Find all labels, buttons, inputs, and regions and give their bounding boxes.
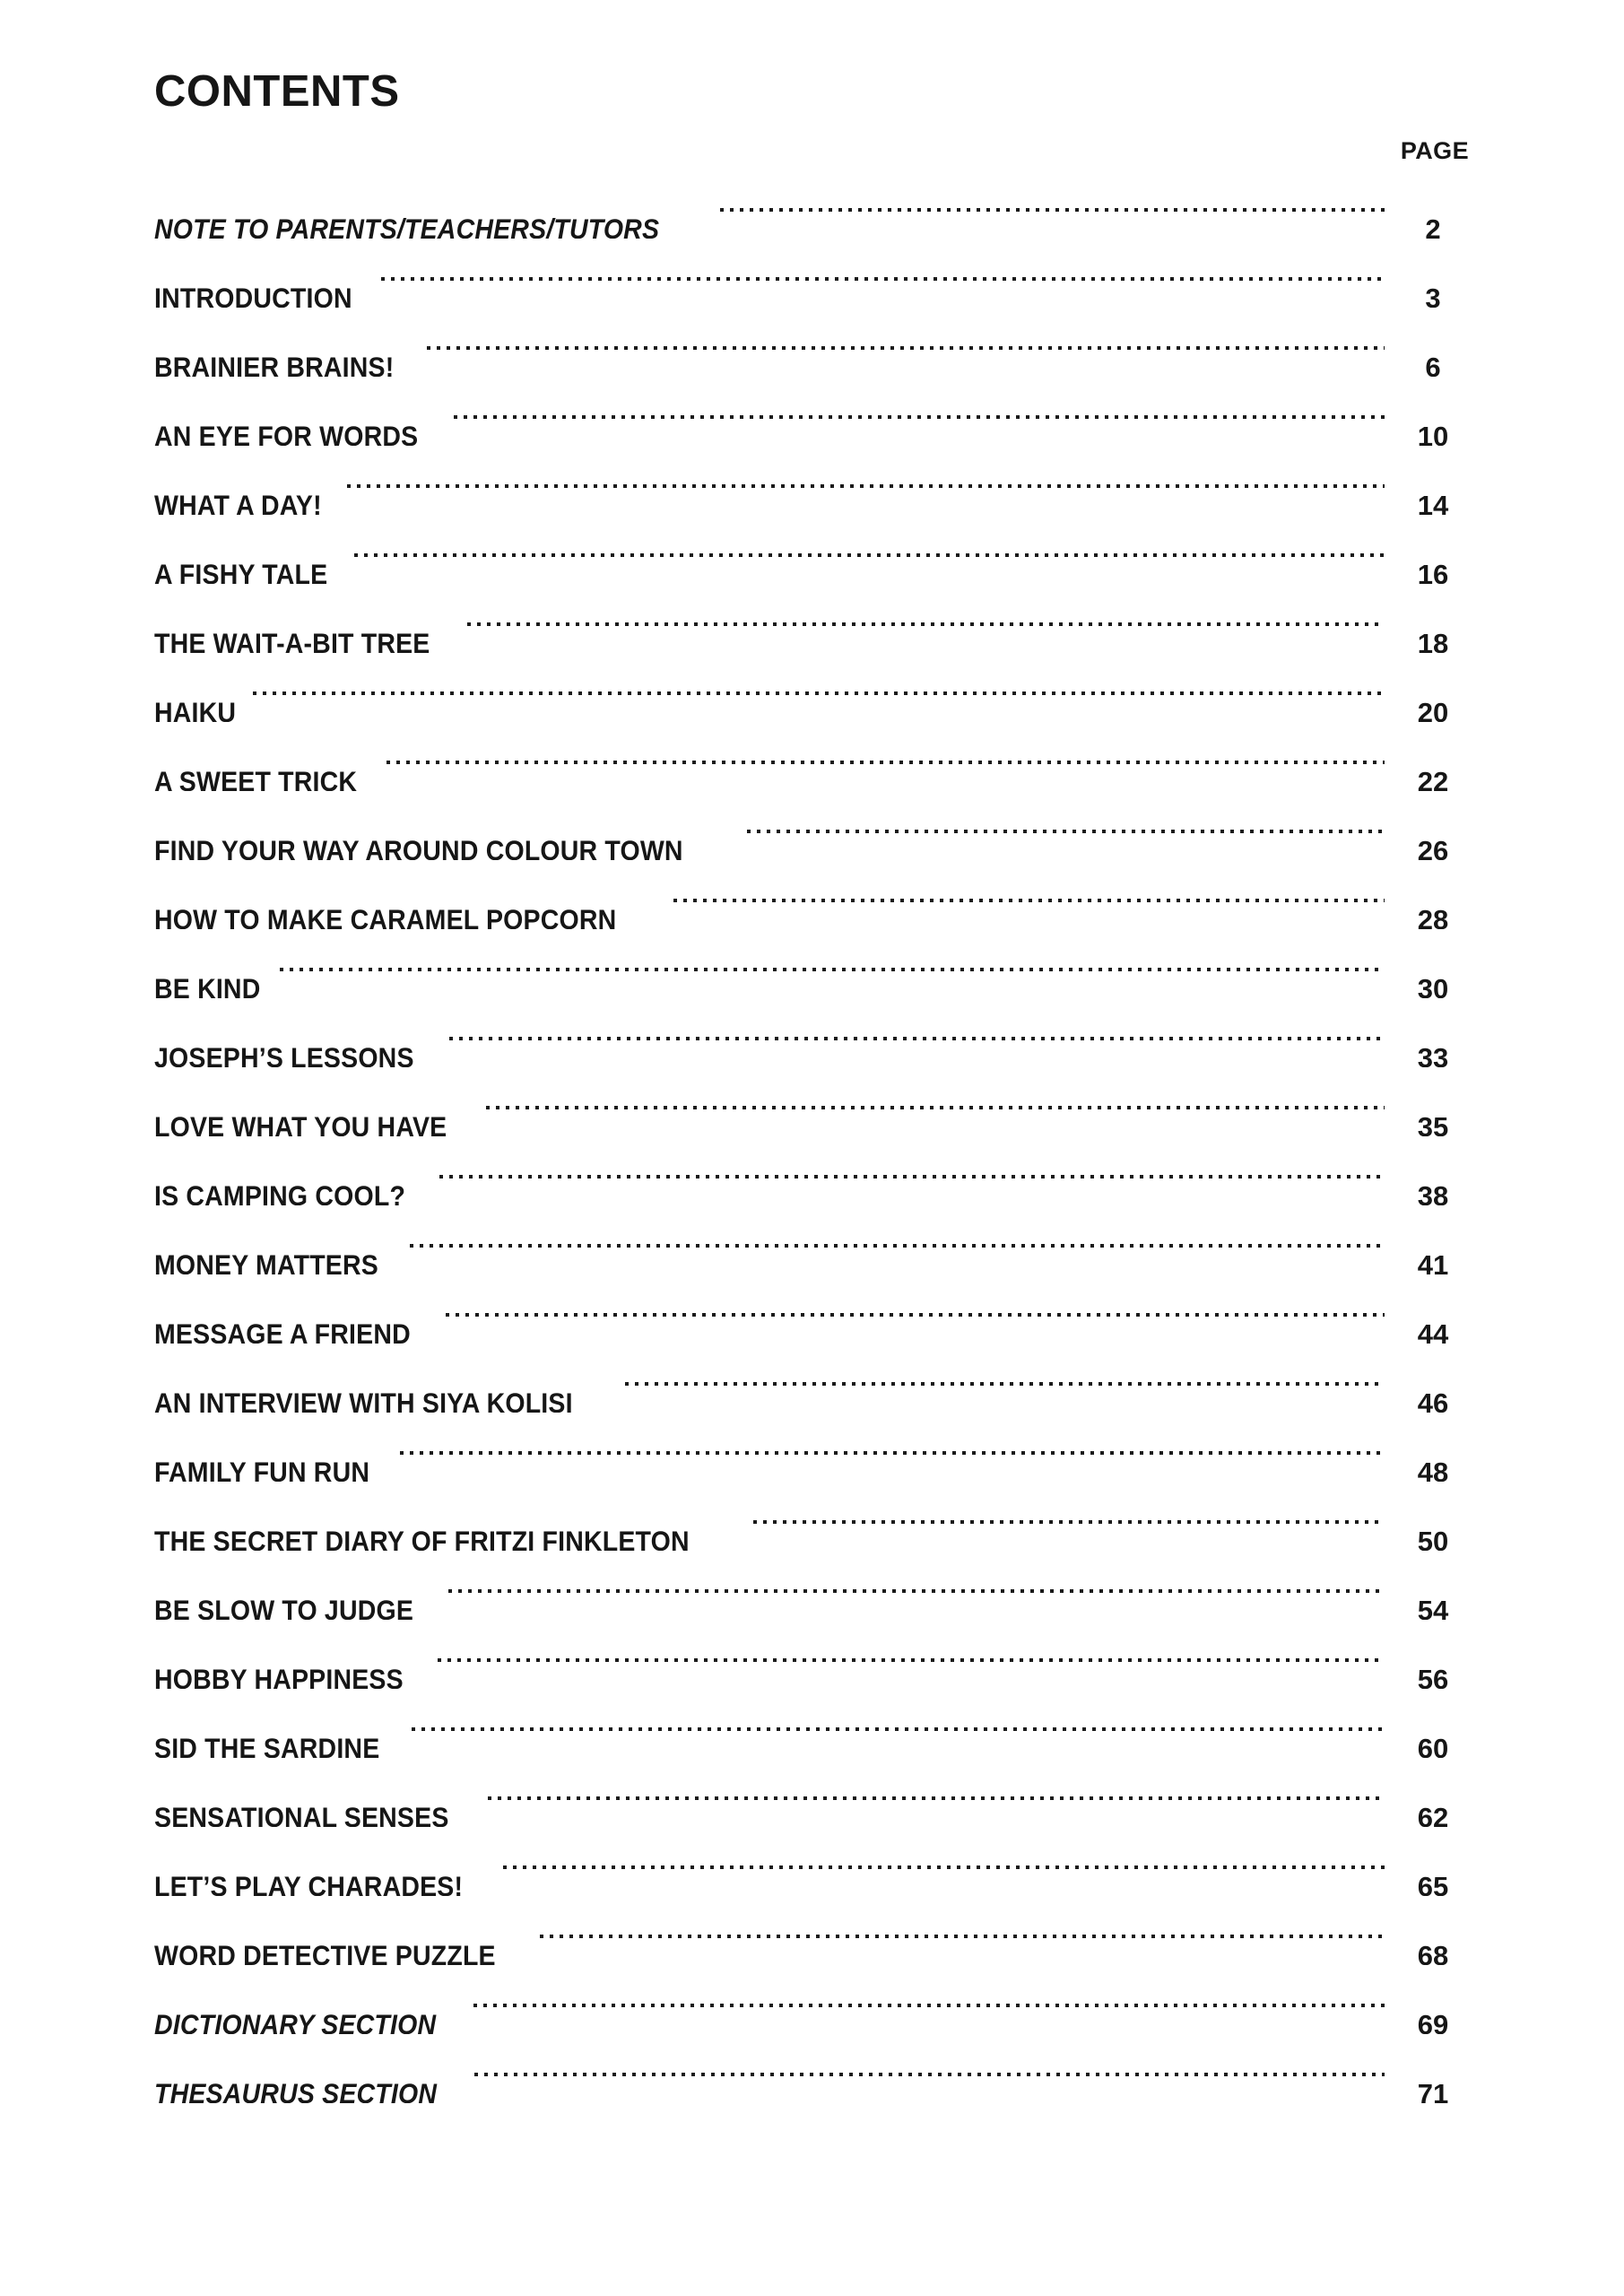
dot-leader (280, 929, 1385, 998)
dot-leader (720, 170, 1385, 239)
dot-leader (410, 1205, 1385, 1274)
toc-entry-page-number: 56 (1417, 1664, 1449, 1689)
toc-entry-title: FIND YOUR WAY AROUND COLOUR TOWN (154, 834, 683, 860)
dot-leader (540, 1896, 1385, 1965)
dot-leader (625, 1344, 1385, 1413)
toc-entry[interactable] (154, 1274, 1481, 1344)
toc-entry[interactable] (154, 1689, 1481, 1758)
dot-leader (486, 1067, 1385, 1136)
toc-entry[interactable] (154, 2034, 1481, 2103)
toc-entry-title: BE SLOW TO JUDGE (154, 1594, 414, 1620)
dot-leader (427, 308, 1385, 377)
dot-leader (448, 1551, 1385, 1620)
toc-entry-page-number: 2 (1425, 213, 1441, 239)
dot-leader (412, 1689, 1385, 1758)
toc-entry-title: AN INTERVIEW WITH SIYA KOLISI (154, 1387, 573, 1413)
toc-entry[interactable] (154, 998, 1481, 1067)
toc-entry[interactable] (154, 791, 1481, 860)
toc-entry[interactable] (154, 1205, 1481, 1274)
toc-entry-title: DICTIONARY SECTION (154, 2008, 437, 2034)
toc-entry-page-number: 54 (1417, 1595, 1449, 1620)
toc-entry[interactable] (154, 1136, 1481, 1205)
toc-content-wrapper (154, 67, 1481, 2103)
toc-entry-title: FAMILY FUN RUN (154, 1456, 370, 1482)
toc-entry-title: THESAURUS SECTION (154, 2077, 438, 2103)
toc-entry[interactable] (154, 1965, 1481, 2034)
dot-leader (354, 515, 1385, 584)
toc-entry[interactable] (154, 1620, 1481, 1689)
toc-entry[interactable] (154, 1413, 1481, 1482)
dot-leader (753, 1482, 1385, 1551)
toc-entry-page-number: 41 (1417, 1249, 1449, 1274)
toc-entry[interactable] (154, 584, 1481, 653)
toc-entry[interactable] (154, 929, 1481, 998)
dot-leader (400, 1413, 1385, 1482)
toc-entry[interactable] (154, 239, 1481, 308)
dot-leader (503, 1827, 1385, 1896)
toc-entry-title: THE SECRET DIARY OF FRITZI FINKLETON (154, 1525, 690, 1551)
toc-entry-title: HOBBY HAPPINESS (154, 1663, 404, 1689)
dot-leader (438, 1620, 1385, 1689)
dot-leader (747, 791, 1385, 860)
toc-entry[interactable] (154, 1344, 1481, 1413)
toc-entry[interactable] (154, 377, 1481, 446)
toc-entry-title: WORD DETECTIVE PUZZLE (154, 1939, 496, 1965)
dot-leader (381, 239, 1385, 308)
toc-entry-page-number: 60 (1417, 1733, 1449, 1758)
toc-entry-page-number: 33 (1417, 1042, 1449, 1067)
toc-entry-title: SID THE SARDINE (154, 1732, 380, 1758)
toc-entry-title: HAIKU (154, 696, 237, 722)
toc-entry-title: BRAINIER BRAINS! (154, 351, 395, 377)
toc-entry-page-number: 10 (1417, 421, 1449, 446)
toc-entry-title: A FISHY TALE (154, 558, 328, 584)
toc-entry-page-number: 18 (1417, 628, 1449, 653)
page-column-label: PAGE (1400, 137, 1469, 164)
dot-leader (347, 446, 1385, 515)
page-column-header (154, 137, 1481, 168)
dot-leader (446, 1274, 1385, 1344)
toc-entry[interactable] (154, 1827, 1481, 1896)
toc-entry[interactable] (154, 1067, 1481, 1136)
toc-entry-page-number: 48 (1417, 1457, 1449, 1482)
toc-entry-page-number: 62 (1417, 1802, 1449, 1827)
dot-leader (467, 584, 1385, 653)
toc-entry[interactable] (154, 860, 1481, 929)
dot-leader (439, 1136, 1385, 1205)
toc-entry-list (154, 170, 1481, 2103)
toc-entry-title: MESSAGE A FRIEND (154, 1318, 411, 1344)
toc-entry-title: JOSEPH’S LESSONS (154, 1041, 414, 1067)
toc-entry[interactable] (154, 1551, 1481, 1620)
toc-entry-page-number: 44 (1417, 1318, 1449, 1344)
toc-entry-page-number: 14 (1417, 490, 1449, 515)
toc-entry[interactable] (154, 1896, 1481, 1965)
toc-entry-title: AN EYE FOR WORDS (154, 420, 419, 446)
toc-entry-title: NOTE TO PARENTS/TEACHERS/TUTORS (154, 213, 660, 239)
dot-leader (386, 722, 1385, 791)
toc-entry-title: WHAT A DAY! (154, 489, 322, 515)
dot-leader (673, 860, 1385, 929)
toc-entry-page-number: 69 (1417, 2009, 1449, 2034)
page-title: CONTENTS (154, 67, 400, 116)
toc-entry-title: BE KIND (154, 972, 261, 998)
toc-entry-page-number: 38 (1417, 1180, 1449, 1205)
toc-entry-page-number: 68 (1417, 1940, 1449, 1965)
toc-entry-title: THE WAIT-A-BIT TREE (154, 627, 430, 653)
toc-entry-title: IS CAMPING COOL? (154, 1179, 406, 1205)
toc-entry-page-number: 35 (1417, 1111, 1449, 1136)
toc-entry-page-number: 3 (1425, 283, 1441, 308)
toc-entry-page-number: 71 (1417, 2078, 1449, 2103)
toc-entry-title: INTRODUCTION (154, 282, 352, 308)
toc-entry-page-number: 65 (1417, 1871, 1449, 1896)
toc-entry[interactable] (154, 515, 1481, 584)
toc-entry-page-number: 16 (1417, 559, 1449, 584)
toc-entry[interactable] (154, 170, 1481, 239)
toc-entry-page-number: 46 (1417, 1387, 1449, 1413)
toc-entry[interactable] (154, 653, 1481, 722)
toc-entry-page-number: 26 (1417, 835, 1449, 860)
toc-entry-title: SENSATIONAL SENSES (154, 1801, 449, 1827)
toc-entry[interactable] (154, 1482, 1481, 1551)
toc-entry-page-number: 22 (1417, 766, 1449, 791)
toc-entry[interactable] (154, 308, 1481, 377)
toc-entry[interactable] (154, 446, 1481, 515)
toc-entry-page-number: 6 (1425, 352, 1441, 377)
toc-entry[interactable] (154, 722, 1481, 791)
toc-entry-page-number: 50 (1417, 1526, 1449, 1551)
dot-leader (474, 2034, 1385, 2103)
toc-entry-title: MONEY MATTERS (154, 1248, 378, 1274)
toc-entry-title: HOW TO MAKE CARAMEL POPCORN (154, 903, 617, 929)
toc-entry[interactable] (154, 1758, 1481, 1827)
toc-entry-page-number: 28 (1417, 904, 1449, 929)
toc-entry-title: LOVE WHAT YOU HAVE (154, 1110, 447, 1136)
dot-leader (253, 653, 1385, 722)
dot-leader (449, 998, 1385, 1067)
toc-entry-page-number: 30 (1417, 973, 1449, 998)
toc-entry-page-number: 20 (1417, 697, 1449, 722)
dot-leader (454, 377, 1385, 446)
toc-entry-title: LET’S PLAY CHARADES! (154, 1870, 464, 1896)
dot-leader (473, 1965, 1385, 2034)
dot-leader (488, 1758, 1385, 1827)
toc-entry-title: A SWEET TRICK (154, 765, 358, 791)
